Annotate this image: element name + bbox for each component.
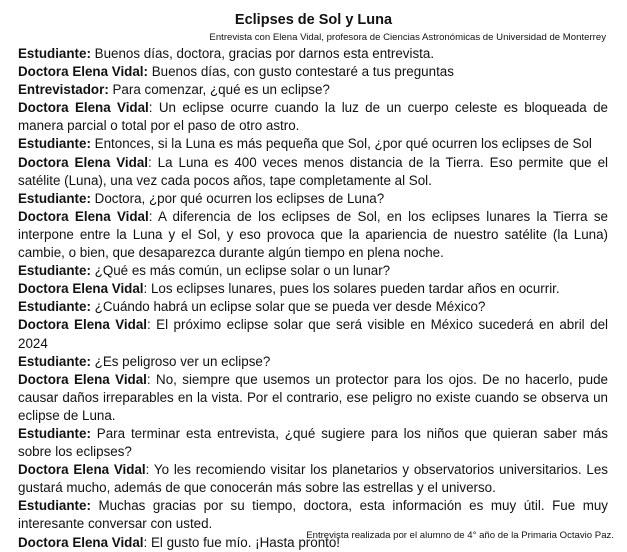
dialogue-text: Doctora, ¿por qué ocurren los eclipses de Luna? (90, 190, 385, 206)
speaker-label: Estudiante: (18, 136, 91, 152)
document-subtitle: Entrevista con Elena Vidal, profesora de Ciencias Astronómicas de Universidad de Monterrey (209, 32, 606, 43)
dialogue-line (18, 461, 608, 497)
speaker-label: Doctora Elena Vidal (18, 317, 147, 333)
dialogue-line (18, 353, 608, 371)
speaker-label: Doctora Elena Vidal (18, 281, 144, 297)
dialogue-text: ¿Qué es más común, un eclipse solar o un lunar? (90, 263, 391, 279)
speaker-label: Estudiante: (18, 353, 91, 369)
document-title: Eclipses de Sol y Luna (234, 12, 393, 28)
dialogue-line (18, 81, 608, 99)
speaker-label: Doctora Elena Vidal (18, 100, 149, 116)
dialogue-line (18, 45, 608, 63)
speaker-label: Estudiante: (18, 498, 91, 514)
dialogue-line (18, 371, 608, 425)
dialogue-text: Muchas gracias por su tiempo, doctora, esta información es muy útil. Fue muy interesante conversar con usted. (18, 498, 608, 532)
dialogue-text: : La Luna es 400 veces menos distancia de la Tierra. Eso permite que el satélite (Luna), una vez cada pocos años, tape completamente al Sol. (18, 154, 608, 188)
interview-dialogue (18, 45, 608, 552)
dialogue-text: ¿Es peligroso ver un eclipse? (90, 353, 271, 369)
dialogue-text: : El próximo eclipse solar que será visible en México sucederá en abril del 2024 (18, 317, 608, 351)
dialogue-line (18, 208, 608, 262)
speaker-label: Estudiante: (18, 190, 91, 206)
dialogue-line (18, 63, 608, 81)
dialogue-line (18, 154, 608, 190)
speaker-label: Doctora Elena Vidal: (18, 64, 148, 80)
speaker-label: Doctora Elena Vidal (18, 534, 144, 550)
dialogue-text: Para comenzar, ¿qué es un eclipse? (108, 82, 330, 98)
dialogue-line (18, 316, 608, 352)
speaker-label: Doctora Elena Vidal (18, 462, 146, 478)
dialogue-text: : Los eclipses lunares, pues los solares pueden tardar años en ocurrir. (143, 281, 560, 297)
speaker-label: Estudiante: (18, 425, 91, 441)
dialogue-line (18, 99, 608, 135)
dialogue-line (18, 262, 608, 280)
dialogue-text: : A diferencia de los eclipses de Sol, en los eclipses lunares la Tierra se interpone entre la Luna y el Sol, y eso provoca que la apariencia de nuestro satélite (la Luna) cambie, o bien, que desaparezca durante algún tiempo en plena noche. (18, 208, 608, 261)
speaker-label: Estudiante: (18, 263, 91, 279)
dialogue-text: Buenos días, con gusto contestaré a tus preguntas (147, 64, 454, 80)
dialogue-line (18, 425, 608, 461)
dialogue-line (18, 497, 608, 533)
speaker-label: Doctora Elena Vidal (18, 154, 148, 170)
dialogue-line (18, 135, 608, 153)
dialogue-text: : No, siempre que usemos un protector para los ojos. De no hacerlo, pude causar daños irreparables en la vista. Por el contrario, ese peligro no existe cuando se observa un eclipse de Luna. (18, 371, 608, 423)
speaker-label: Entrevistador: (18, 82, 109, 98)
speaker-label: Estudiante: (18, 299, 91, 315)
speaker-label: Doctora Elena Vidal (18, 371, 147, 387)
dialogue-line (18, 280, 608, 298)
dialogue-text: Para terminar esta entrevista, ¿qué sugiere para los niños que quieran saber más sobre los eclipses? (18, 425, 608, 460)
dialogue-text: Buenos días, doctora, gracias por darnos esta entrevista. (90, 46, 435, 61)
dialogue-text: Entonces, si la Luna es más pequeña que Sol, ¿por qué ocurren los eclipses de Sol (90, 136, 592, 152)
document-footer: Entrevista realizada por el alumno de 4° año de la Primaria Octavio Paz. (306, 530, 614, 541)
speaker-label: Doctora Elena Vidal (18, 208, 149, 224)
dialogue-text: : Un eclipse ocurre cuando la luz de un cuerpo celeste es bloqueada de manera parcial o total por el paso de otro astro. (18, 100, 608, 134)
dialogue-line (18, 298, 608, 316)
dialogue-text: ¿Cuándo habrá un eclipse solar que se pueda ver desde México? (90, 299, 486, 315)
dialogue-text: : Yo les recomiendo visitar los planetarios y observatorios universitarios. Les gustará mucho, además de que conocerán más sobre las estrellas y el universo. (18, 462, 608, 496)
speaker-label: Estudiante: (18, 46, 91, 61)
dialogue-text: : El gusto fue mío. ¡Hasta pronto! (143, 534, 341, 550)
dialogue-line (18, 190, 608, 208)
